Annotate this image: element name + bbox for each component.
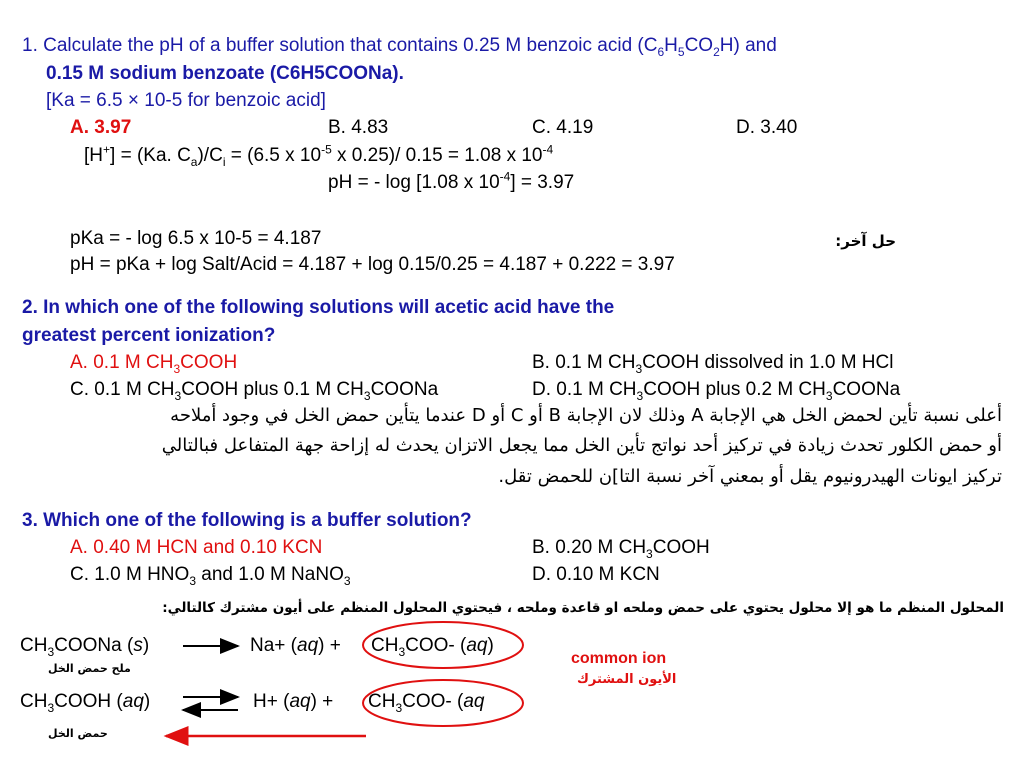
- eq1-reactant: $CH_3COONa$ (s): [20, 635, 150, 659]
- q1-option-d: D. 3.40: [736, 117, 798, 138]
- q2-option-a: A. 0.1 M $CH_3COOH$: [70, 352, 238, 376]
- q2-option-d: D. 0.1 M $CH_3COOH$ plus 0.2 M $CH_3COONa$: [532, 379, 901, 403]
- q1-calc1: [H+] = (Ka. $C_a)/C_i = (6.5$ x $10^{-5}$ x 0.25)/ 0.15 = 1.08 x $10^{-4}$: [84, 142, 554, 169]
- q2-explanation-line3: تركيز ايونات الهيدرونيوم يقل أو بمعني آخر نسبة التا]ن للحمض تقل.: [498, 466, 1002, 487]
- eq1-label: ملح حمض الخل: [48, 662, 131, 675]
- q3-option-b: B. 0.20 M $CH_3COOH$: [532, 537, 710, 561]
- q1-alt-label: حل آخر:: [835, 232, 896, 250]
- eq2-product-acetate: $CH_3COO-$ (aq: [368, 691, 485, 715]
- q1-option-b: B. 4.83: [328, 117, 389, 138]
- q2-explanation-line2: أو حمض الكلور تحدث زيادة في تركيز أحد نواتج تأين الخل مما يجعل الاتزان يحدث له إزاحة جهة المتفاعل فبالتالي: [161, 435, 1002, 456]
- common-ion-label: common ion: [571, 650, 667, 667]
- q2-line2: greatest percent ionization?: [22, 325, 276, 346]
- q1-alt-ph: pH = pKa + log Salt/Acid = 4.187 + log 0.15/0.25 = 4.187 + 0.222 = 3.97: [70, 254, 675, 275]
- eq2-reactant: $CH_3COOH$ (aq): [20, 691, 151, 715]
- q3-line1: 3. Which one of the following is a buffer solution?: [22, 510, 472, 531]
- eq2-product-h: H+ (aq) +: [253, 691, 334, 712]
- q1-calc2: pH = - log [1.08 x $10^{-4}] = 3.97$: [328, 169, 575, 193]
- q1-alt-pka: pKa = - log 6.5 x 10-5 = 4.187: [70, 228, 322, 249]
- eq2-label: حمض الخل: [48, 727, 108, 740]
- q2-line1: 2. In which one of the following solutions will acetic acid have the: [22, 297, 615, 318]
- common-ion-label-arabic: الأيون المشترك: [577, 672, 677, 687]
- q1-line3: [Ka = 6.5 × 10-5 for benzoic acid]: [46, 90, 326, 111]
- eq2-acetate-circle: [363, 680, 523, 726]
- q3-option-c: C. 1.0 M $HNO_3$ and 1.0 M NaNO$_3$: [70, 564, 351, 588]
- q1-line1: 1. Calculate the pH of a buffer solution that contains 0.25 M benzoic acid $(C_6H_5CO_2H)$ and: [22, 35, 777, 59]
- q1-option-a: A. 3.97: [70, 117, 132, 138]
- eq1-acetate-circle: [363, 622, 523, 668]
- q1-option-c: C. 4.19: [532, 117, 594, 138]
- q2-option-c: C. 0.1 M $CH_3COOH$ plus 0.1 M $CH_3COONa$: [70, 379, 439, 403]
- buffer-definition: المحلول المنظم ما هو إلا محلول يحتوي على حمض وملحه او قاعدة وملحه ، فيحتوي المحلول المنظم على أيون مشترك كالتالي:: [162, 600, 1004, 616]
- q2-explanation-line1: أعلى نسبة تأين لحمض الخل هي الإجابة A وذلك لان الإجابة B أو C أو D عندما يتأين حمض الخل في وجود أملاحه: [170, 405, 1002, 426]
- q2-option-b: B. 0.1 M $CH_3COOH$ dissolved in 1.0 M HCl: [532, 352, 894, 376]
- eq1-product-na: Na+ (aq) +: [250, 635, 341, 656]
- q3-option-a: A. 0.40 M HCN and 0.10 KCN: [70, 537, 323, 558]
- eq1-product-acetate: $CH_3COO-$ (aq): [371, 635, 494, 659]
- q3-option-d: D. 0.10 M KCN: [532, 564, 660, 585]
- q1-line2: 0.15 M sodium benzoate (C6H5COONa).: [46, 63, 404, 84]
